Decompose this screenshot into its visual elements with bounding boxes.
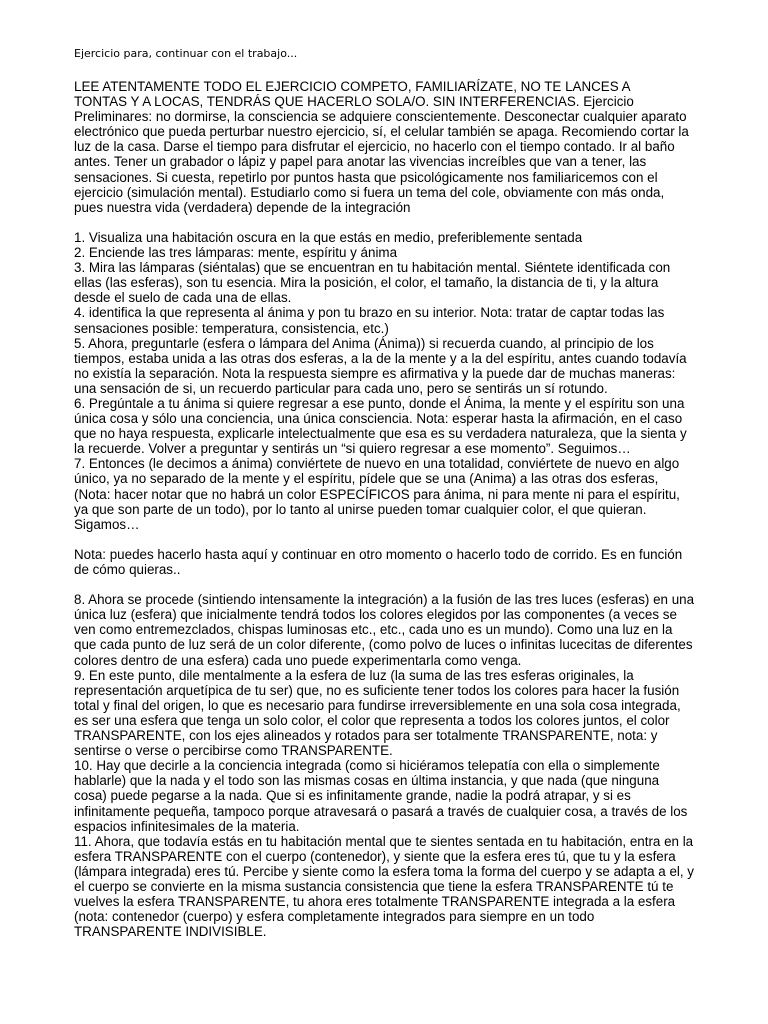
text-line: sentirse o verse o percibirse como TRANSPARENTE. (74, 743, 393, 759)
text-line: TONTAS Y A LOCAS, TENDRÁS QUE HACERLO SOLA/O. SIN INTERFERENCIAS. Ejercicio (74, 94, 634, 110)
text-line: de cómo quieras.. (74, 562, 181, 577)
text-line: 6. Pregúntale a tu ánima si quiere regresar a ese punto, donde el Ánima, la mente y el espíritu son una (74, 395, 685, 411)
text-line: 8. Ahora se procede (sintiendo intensamente la integración) a la fusión de las tres luces (esferas) en una (74, 592, 695, 608)
text-line: electrónico que pueda perturbar nuestro ejercicio, sí, el celular también se apaga. Recomiendo cortar la (74, 124, 689, 140)
text-line: 10. Hay que decirle a la conciencia integrada (como si hiciéramos telepatía con ella o simplemente (74, 758, 660, 774)
paragraph-spacer (74, 577, 764, 592)
text-line: ellas (las esferas), son tu esencia. Mira la posición, el color, el tamaño, la distancia de ti, y la altura (74, 275, 659, 291)
text-line: única luz (esfera) que inicialmente tendrá todos los colores elegidos por las componentes (a veces se (74, 607, 677, 623)
paragraph (74, 79, 764, 215)
text-line: 3. Mira las lámparas (siéntalas) que se encuentran en tu habitación mental. Siéntete identificada con (74, 260, 671, 276)
text-line: sensaciones posible: temperatura, consistencia, etc.) (74, 320, 389, 336)
text-line: luz de la casa. Darse el tiempo para disfrutar el ejercicio, no hacerlo con el tiempo contado. Ir al baño (74, 139, 675, 155)
text-line: Sigamos… (74, 516, 140, 532)
text-line: desde el suelo de cada una de ellas. (74, 290, 292, 306)
text-line: Preliminares: no dormirse, la consciencia se adquiere conscientemente. Desconectar cualquier aparato (74, 109, 687, 125)
text-line: que cada punto de luz será de un color diferente, (como polvo de luces o infinitas lucecitas de diferentes (74, 637, 693, 653)
text-line: colores dentro de una esfera) cada uno puede experimentarla como venga. (74, 652, 522, 668)
text-line: el cuerpo se convierte en la misma sustancia consistencia que tiene la esfera TRANSPARENTE tú te (74, 878, 674, 894)
text-line: vuelves la esfera TRANSPARENTE, tu ahora eres totalmente TRANSPARENTE integrada a la esfera (74, 894, 676, 910)
text-line: único, ya no separado de la mente y el espíritu, pídele que se una (Anima) a las otras dos esferas, (74, 471, 659, 487)
text-line: ya que son parte de un todo), por lo tanto al unirse pueden tomar cualquier color, el que quieran. (74, 501, 647, 517)
text-line: 1. Visualiza una habitación oscura en la que estás en medio, preferiblemente sentada (74, 229, 583, 245)
text-line: (lámpara integrada) eres tú. Percibe y siente como la esfera toma la forma del cuerpo y se adapta a el, y (74, 863, 695, 879)
paragraph (74, 230, 764, 532)
text-line: ven como entremezclados, chispas luminosas etc., etc., cada uno es un mundo). Como una luz en la (74, 622, 673, 638)
document-title: Ejercicio para, continuar con el trabajo... (74, 47, 298, 60)
text-line: 2. Enciende las tres lámparas: mente, espíritu y ánima (74, 245, 398, 261)
text-line: (nota: contenedor (cuerpo) y esfera completamente integrados para siempre en un todo (74, 909, 595, 925)
text-line: (Nota: hacer notar que no habrá un color ESPECÍFICOS para ánima, ni para mente ni para el espíritu, (74, 486, 680, 502)
text-line: cosa) puede pegarse a la nada. Que si es infinitamente grande, nadie la podrá atrapar, y si es (74, 788, 631, 804)
paragraph-spacer (74, 215, 764, 230)
paragraph-spacer (74, 532, 764, 547)
text-line: 4. identifica la que representa al ánima y pon tu brazo en su interior. Nota: tratar de captar todas las (74, 305, 665, 321)
text-line: espacios infinitesimales de la materia. (74, 818, 300, 834)
text-line: que no haya respuesta, explicarle intelectualmente que esa es su verdadera naturaleza, que la sienta y (74, 426, 687, 442)
text-line: 11. Ahora, que todavía estás en tu habitación mental que te sientes sentada en tu habitación, entra en la (74, 833, 694, 849)
text-line: esfera TRANSPARENTE con el cuerpo (contenedor), y siente que la esfera eres tú, que tu y la esfera (74, 848, 676, 864)
text-line: no existía la separación. Nota la respuesta siempre es afirmativa y la puede dar de muchas maneras: (74, 365, 676, 381)
text-line: única cosa y sólo una conciencia, una única consciencia. Nota: esperar hasta la afirmación, en el caso (74, 411, 683, 427)
text-line: pues nuestra vida (verdadera) depende de la integración (74, 199, 411, 215)
text-line: total y final del origen, lo que es necesario para fundirse irreversiblemente en una sola cosa integrada, (74, 697, 681, 713)
text-line: tiempos, estaba unida a las otras dos esferas, a la de la mente y a la del espíritu, antes cuando todavía (74, 350, 687, 366)
text-line: una sensación de si, un recuerdo particular para cada uno, pero se sentirás un sí rotundo. (74, 380, 608, 396)
text-line: LEE ATENTAMENTE TODO EL EJERCICIO COMPETO, FAMILIARÍZATE, NO TE LANCES A (74, 79, 631, 94)
text-line: es ser una esfera que tenga un solo color, el color que representa a todos los colores juntos, el color (74, 712, 670, 728)
text-line: 7. Entonces (le decimos a ánima) conviértete de nuevo en una totalidad, conviértete de nuevo en algo (74, 456, 680, 472)
text-line: Nota: puedes hacerlo hasta aquí y continuar en otro momento o hacerlo todo de corrido. Es en función (74, 546, 683, 562)
text-line: 9. En este punto, dile mentalmente a la esfera de luz (la suma de las tres esferas originales, la (74, 667, 634, 683)
text-line: TRANSPARENTE INDIVISIBLE. (74, 924, 267, 940)
text-line: hablarle) que la nada y el todo son las mismas cosas en última instancia, y que nada (que ninguna (74, 773, 660, 789)
paragraph (74, 592, 764, 939)
text-line: representación arquetípica de tu ser) que, no es suficiente tener todos los colores para hacer la fusión (74, 682, 680, 698)
text-line: antes. Tener un grabador o lápiz y papel para anotar las vivencias increíbles que van a tener, las (74, 154, 647, 170)
text-line: la recuerde. Volver a preguntar y sentirás un “si quiero regresar a ese momento”. Seguimos… (74, 441, 631, 457)
text-line: 5. Ahora, preguntarle (esfera o lámpara del Anima (Ánima)) si recuerda cuando, al principio de los (74, 335, 654, 351)
text-line: sensaciones. Si cuesta, repetirlo por puntos hasta que psicológicamente nos familiaricemos con el (74, 169, 658, 185)
document-body (74, 79, 764, 939)
text-line: TRANSPARENTE, con los ejes alineados y rotados para ser totalmente TRANSPARENTE, nota: y (74, 728, 658, 744)
text-line: infinitamente pequeña, tampoco porque atravesará o pasará a través de cualquier cosa, a través de los (74, 803, 688, 819)
text-line: ejercicio (simulación mental). Estudiarlo como si fuera un tema del cole, obviamente con más onda, (74, 184, 665, 200)
paragraph (74, 547, 764, 577)
